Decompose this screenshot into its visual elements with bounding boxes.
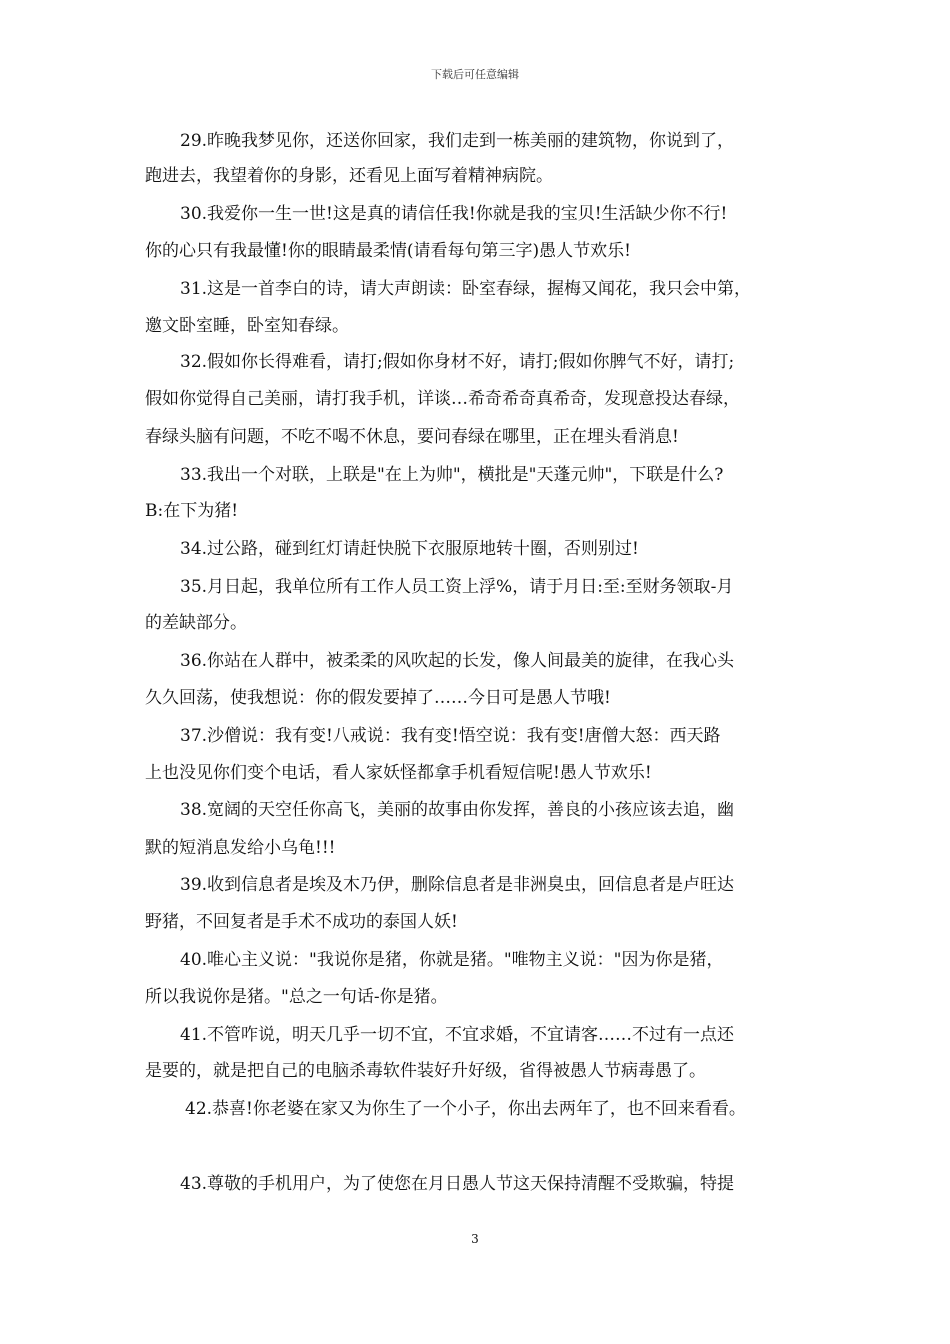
- paragraph-40-line-1: 40.唯心主义说："我说你是猪，你就是猪。"唯物主义说："因为你是猪，: [180, 950, 724, 970]
- paragraph-30-line-2: 你的心只有我最懂!你的眼睛最柔情(请看每句第三字)愚人节欢乐!: [145, 241, 631, 261]
- paragraph-33-line-1: 33.我出一个对联，上联是"在上为帅"，横批是"天蓬元帅"，下联是什么?: [180, 465, 724, 485]
- paragraph-41-line-1: 41.不管咋说，明天几乎一切不宜，不宜求婚，不宜请客……不过有一点还: [180, 1025, 735, 1045]
- paragraph-32-line-3: 春绿头脑有问题，不吃不喝不休息，要问春绿在哪里，正在埋头看消息!: [145, 427, 679, 447]
- paragraph-37-line-1: 37.沙僧说：我有变!八戒说：我有变!悟空说：我有变!唐僧大怒：西天路: [180, 726, 721, 746]
- page-number: 3: [471, 1232, 479, 1246]
- paragraph-38-line-2: 默的短消息发给小乌龟!!!: [145, 838, 336, 858]
- paragraph-43-line-1: 43.尊敬的手机用户，为了使您在月日愚人节这天保持清醒不受欺骗，特提: [180, 1174, 735, 1194]
- paragraph-32-line-1: 32.假如你长得难看，请打;假如你身材不好，请打;假如你脾气不好，请打;: [180, 352, 735, 372]
- paragraph-36-line-2: 久久回荡，使我想说：你的假发要掉了……今日可是愚人节哦!: [145, 688, 611, 708]
- paragraph-36-line-1: 36.你站在人群中，被柔柔的风吹起的长发，像人间最美的旋律，在我心头: [180, 651, 735, 671]
- paragraph-42-line-1: 42.恭喜!你老婆在家又为你生了一个小子，你出去两年了，也不回来看看。: [185, 1099, 746, 1119]
- page-header: 下载后可任意编辑: [431, 68, 519, 81]
- paragraph-41-line-2: 是要的，就是把自己的电脑杀毒软件装好升好级，省得被愚人节病毒愚了。: [145, 1061, 706, 1081]
- paragraph-35-line-1: 35.月日起，我单位所有工作人员工资上浮%，请于月日:至:至财务领取-月: [180, 577, 734, 597]
- paragraph-39-line-2: 野猪，不回复者是手术不成功的泰国人妖!: [145, 912, 458, 932]
- paragraph-33-line-2: B:在下为猪!: [145, 501, 239, 521]
- paragraph-31-line-1: 31.这是一首李白的诗，请大声朗读：卧室春绿，握梅又闻花，我只会中第，: [180, 279, 752, 299]
- paragraph-37-line-2: 上也没见你们变个电话，看人家妖怪都拿手机看短信呢!愚人节欢乐!: [145, 763, 652, 783]
- paragraph-38-line-1: 38.宽阔的天空任你高飞，美丽的故事由你发挥，善良的小孩应该去追，幽: [180, 800, 735, 820]
- paragraph-40-line-2: 所以我说你是猪。"总之一句话-你是猪。: [145, 987, 448, 1007]
- paragraph-35-line-2: 的差缺部分。: [145, 613, 247, 633]
- paragraph-30-line-1: 30.我爱你一生一世!这是真的请信任我!你就是我的宝贝!生活缺少你不行!: [180, 204, 728, 224]
- paragraph-31-line-2: 邀文卧室睡，卧室知春绿。: [145, 316, 349, 336]
- paragraph-39-line-1: 39.收到信息者是埃及木乃伊，删除信息者是非洲臭虫，回信息者是卢旺达: [180, 875, 735, 895]
- paragraph-29-line-1: 29.昨晚我梦见你，还送你回家，我们走到一栋美丽的建筑物，你说到了，: [180, 131, 735, 151]
- paragraph-34-line-1: 34.过公路，碰到红灯请赶快脱下衣服原地转十圈，否则别过!: [180, 539, 639, 559]
- paragraph-32-line-2: 假如你觉得自己美丽，请打我手机，详谈…希奇希奇真希奇，发现意投达春绿，: [145, 389, 740, 409]
- paragraph-29-line-2: 跑进去，我望着你的身影，还看见上面写着精神病院。: [145, 166, 553, 186]
